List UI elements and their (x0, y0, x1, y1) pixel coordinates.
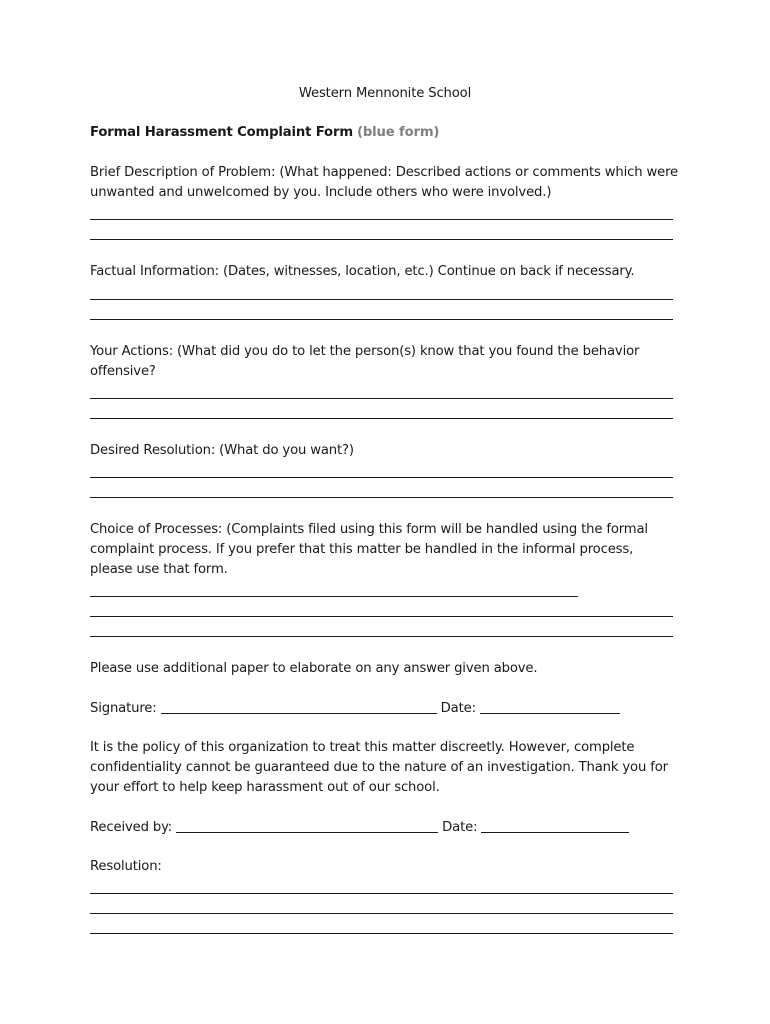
additional-paper-note: Please use additional paper to elaborate on any answer given above. (90, 661, 538, 676)
received-by-field[interactable] (176, 820, 438, 833)
resolution-label: Resolution: (90, 859, 162, 874)
factual-answer-line-1[interactable] (90, 299, 673, 300)
processes-answer-line-1[interactable] (90, 596, 578, 597)
resolution-line-3[interactable] (90, 933, 673, 934)
actions-answer-line-2[interactable] (90, 418, 673, 419)
factual-answer-line-2[interactable] (90, 319, 673, 320)
received-date-label: Date: (442, 820, 478, 835)
signature-label: Signature: (90, 701, 157, 716)
actions-prompt: Your Actions: (What did you do to let the person(s) know that you found the behavior offensive? (90, 344, 640, 379)
signature-row (90, 699, 620, 719)
processes-answer-line-3[interactable] (90, 636, 673, 637)
factual-prompt: Factual Information: (Dates, witnesses, location, etc.) Continue on back if necessary. (90, 264, 635, 279)
desired-resolution-prompt: Desired Resolution: (What do you want?) (90, 443, 354, 458)
received-row (90, 818, 629, 838)
school-name: Western Mennonite School (298, 86, 472, 101)
signature-field[interactable] (161, 701, 437, 714)
signature-date-label: Date: (440, 701, 476, 716)
desired-resolution-line-2[interactable] (90, 497, 673, 498)
processes-answer-line-2[interactable] (90, 616, 673, 617)
signature-date-field[interactable] (480, 701, 620, 714)
actions-answer-line-1[interactable] (90, 398, 673, 399)
policy-text: It is the policy of this organization to treat this matter discreetly. However, complete confidentiality cannot be guaranteed due to the nature of an investigation. Thank you for your effort to help keep harassment out of our school. (90, 740, 668, 795)
description-answer-line-2[interactable] (90, 239, 673, 240)
form-title: Formal Harassment Complaint Form (90, 125, 353, 140)
form-title-row (90, 123, 439, 143)
resolution-line-2[interactable] (90, 913, 673, 914)
form-color-note: (blue form) (356, 125, 440, 140)
processes-prompt: Choice of Processes: (Complaints filed using this form will be handled using the formal complaint process. If you prefer that this matter be handled in the informal process, please use that form. (90, 522, 648, 577)
received-date-field[interactable] (481, 820, 629, 833)
description-prompt: Brief Description of Problem: (What happened: Described actions or comments which were unwanted and unwelcomed by you. Include others who were involved.) (90, 165, 679, 200)
desired-resolution-line-1[interactable] (90, 477, 673, 478)
received-by-label: Received by: (90, 820, 173, 835)
description-answer-line-1[interactable] (90, 219, 673, 220)
resolution-line-1[interactable] (90, 893, 673, 894)
